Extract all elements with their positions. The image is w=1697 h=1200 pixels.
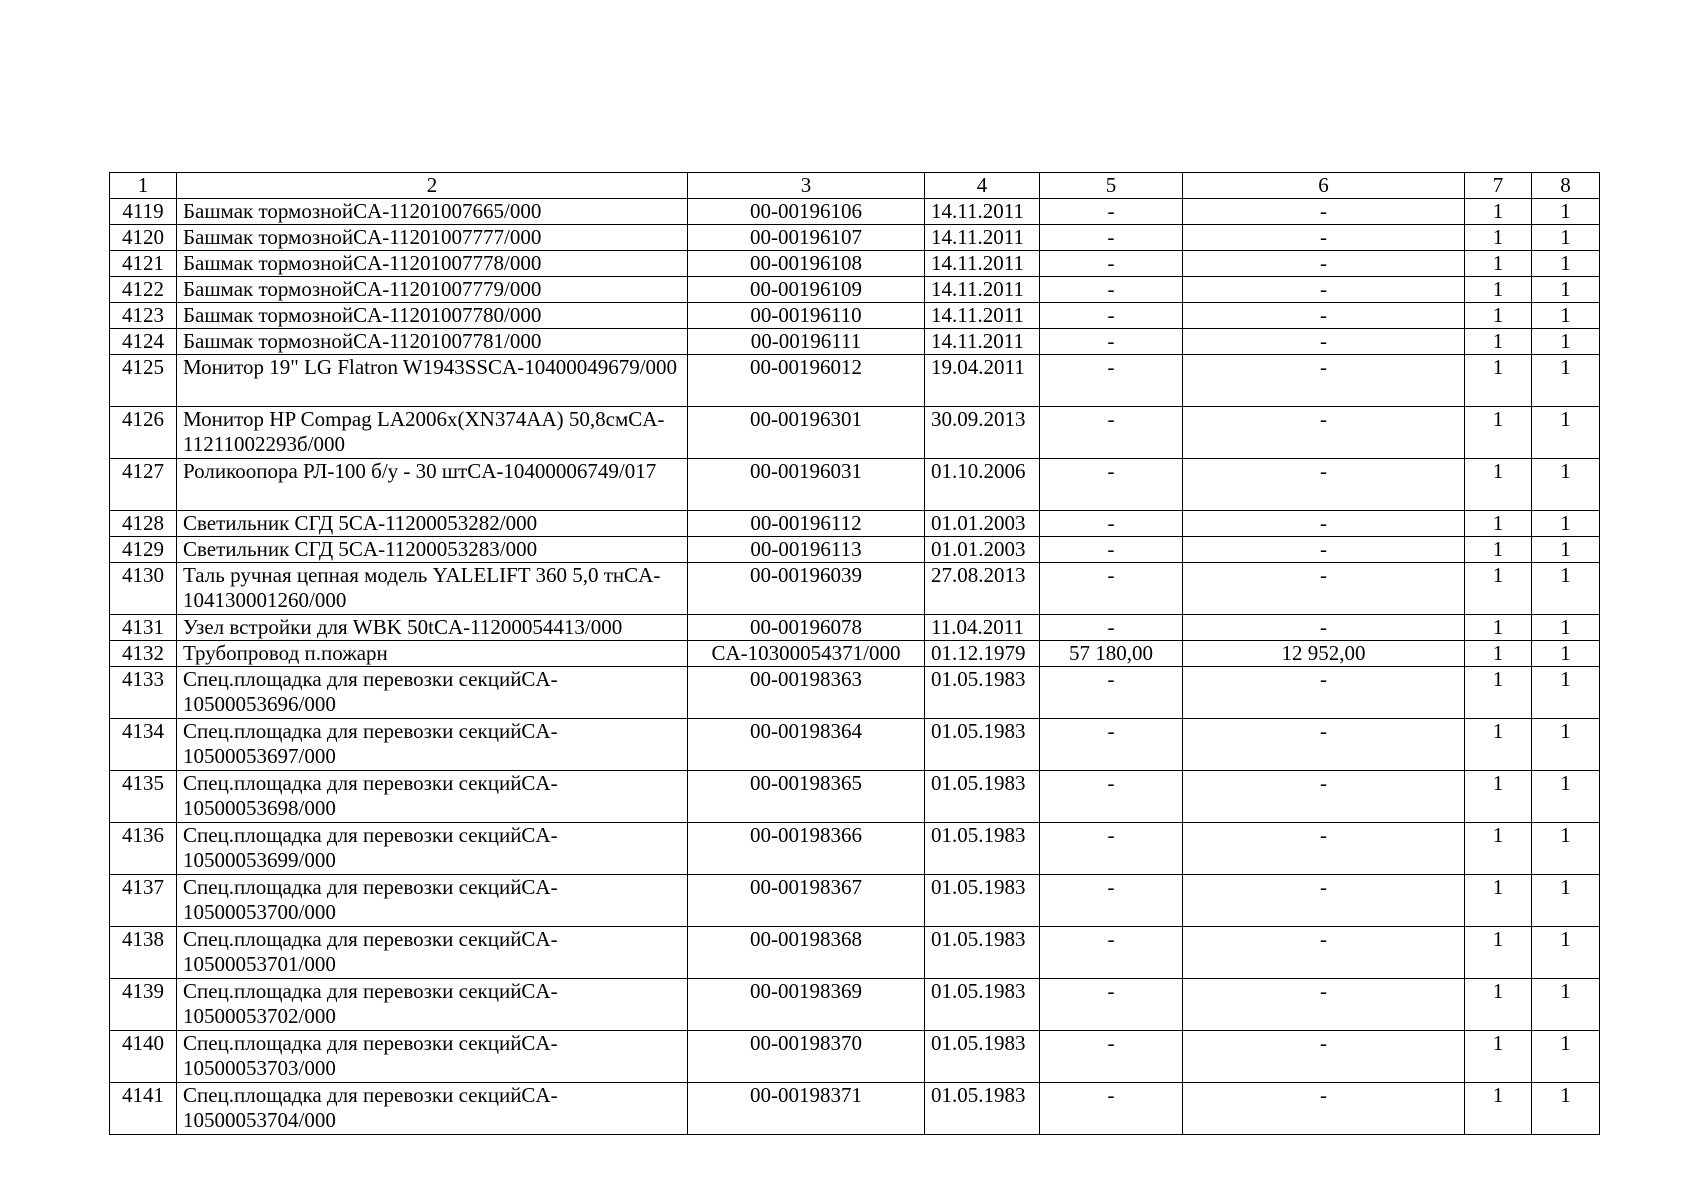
value-col-6: - [1183,615,1465,641]
value-col-5: - [1040,277,1183,303]
value-col-5: - [1040,719,1183,771]
row-number: 4130 [110,563,177,615]
qty-col-8: 1 [1532,251,1600,277]
table-row [110,459,1600,511]
date-cell: 14.11.2011 [925,251,1040,277]
qty-col-8: 1 [1532,459,1600,511]
table-header [110,173,1600,199]
qty-col-8: 1 [1532,927,1600,979]
date-cell: 01.05.1983 [925,979,1040,1031]
value-col-5: - [1040,511,1183,537]
value-col-6: - [1183,199,1465,225]
row-number: 4141 [110,1083,177,1135]
item-name: Спец.площадка для перевозки секцийCA-10500053698/000 [177,771,688,823]
header-cell-1: 1 [110,173,177,199]
date-cell: 19.04.2011 [925,355,1040,407]
inventory-code: 00-00198363 [688,667,925,719]
item-name: Спец.площадка для перевозки секцийCA-10500053701/000 [177,927,688,979]
row-number: 4120 [110,225,177,251]
value-col-5: - [1040,199,1183,225]
inventory-code: 00-00196113 [688,537,925,563]
item-name: Башмак тормознойCA-11201007665/000 [177,199,688,225]
date-cell: 01.05.1983 [925,771,1040,823]
date-cell: 01.05.1983 [925,823,1040,875]
qty-col-7: 1 [1465,277,1532,303]
value-col-6: - [1183,277,1465,303]
inventory-code: 00-00198367 [688,875,925,927]
table-row [110,563,1600,615]
qty-col-7: 1 [1465,1031,1532,1083]
value-col-6: - [1183,1083,1465,1135]
row-number: 4133 [110,667,177,719]
date-cell: 01.12.1979 [925,641,1040,667]
table-row [110,641,1600,667]
qty-col-7: 1 [1465,329,1532,355]
date-cell: 14.11.2011 [925,329,1040,355]
header-cell-2: 2 [177,173,688,199]
item-name: Спец.площадка для перевозки секцийCA-10500053704/000 [177,1083,688,1135]
inventory-code: 00-00196109 [688,277,925,303]
qty-col-8: 1 [1532,823,1600,875]
inventory-code: 00-00196108 [688,251,925,277]
inventory-code: 00-00196301 [688,407,925,459]
qty-col-8: 1 [1532,667,1600,719]
table-row [110,1083,1600,1135]
inventory-code: 00-00196012 [688,355,925,407]
value-col-6: - [1183,875,1465,927]
qty-col-7: 1 [1465,225,1532,251]
inventory-code: 00-00196031 [688,459,925,511]
inventory-code: 00-00198369 [688,979,925,1031]
value-col-5: - [1040,563,1183,615]
row-number: 4131 [110,615,177,641]
qty-col-8: 1 [1532,719,1600,771]
qty-col-7: 1 [1465,1083,1532,1135]
qty-col-7: 1 [1465,667,1532,719]
header-cell-7: 7 [1465,173,1532,199]
qty-col-8: 1 [1532,875,1600,927]
row-number: 4129 [110,537,177,563]
value-col-5: - [1040,225,1183,251]
qty-col-8: 1 [1532,277,1600,303]
value-col-5: - [1040,771,1183,823]
row-number: 4137 [110,875,177,927]
item-name: Башмак тормознойCA-11201007778/000 [177,251,688,277]
date-cell: 01.05.1983 [925,719,1040,771]
value-col-6: - [1183,823,1465,875]
item-name: Башмак тормознойCA-11201007780/000 [177,303,688,329]
value-col-5: - [1040,875,1183,927]
table-row [110,511,1600,537]
row-number: 4125 [110,355,177,407]
table-row [110,251,1600,277]
header-cell-4: 4 [925,173,1040,199]
row-number: 4134 [110,719,177,771]
qty-col-7: 1 [1465,459,1532,511]
qty-col-8: 1 [1532,355,1600,407]
table-row [110,199,1600,225]
qty-col-8: 1 [1532,225,1600,251]
inventory-code: 00-00198365 [688,771,925,823]
value-col-5: - [1040,407,1183,459]
value-col-5: - [1040,1031,1183,1083]
inventory-code: 00-00196110 [688,303,925,329]
table-row [110,225,1600,251]
row-number: 4122 [110,277,177,303]
inventory-code: 00-00198370 [688,1031,925,1083]
row-number: 4136 [110,823,177,875]
item-name: Спец.площадка для перевозки секцийCA-10500053700/000 [177,875,688,927]
value-col-6: - [1183,927,1465,979]
qty-col-8: 1 [1532,979,1600,1031]
inventory-code: 00-00198364 [688,719,925,771]
date-cell: 27.08.2013 [925,563,1040,615]
date-cell: 14.11.2011 [925,199,1040,225]
qty-col-7: 1 [1465,979,1532,1031]
inventory-code: 00-00196111 [688,329,925,355]
date-cell: 01.10.2006 [925,459,1040,511]
qty-col-8: 1 [1532,511,1600,537]
qty-col-7: 1 [1465,641,1532,667]
value-col-5: - [1040,537,1183,563]
value-col-5: - [1040,329,1183,355]
date-cell: 01.05.1983 [925,667,1040,719]
qty-col-7: 1 [1465,199,1532,225]
date-cell: 01.05.1983 [925,1031,1040,1083]
inventory-code: 00-00196106 [688,199,925,225]
value-col-5: - [1040,979,1183,1031]
value-col-5: - [1040,1083,1183,1135]
row-number: 4127 [110,459,177,511]
row-number: 4138 [110,927,177,979]
qty-col-7: 1 [1465,615,1532,641]
item-name: Спец.площадка для перевозки секцийCA-10500053697/000 [177,719,688,771]
date-cell: 01.01.2003 [925,511,1040,537]
qty-col-7: 1 [1465,771,1532,823]
header-row [110,173,1600,199]
date-cell: 14.11.2011 [925,225,1040,251]
qty-col-8: 1 [1532,615,1600,641]
date-cell: 01.01.2003 [925,537,1040,563]
value-col-5: 57 180,00 [1040,641,1183,667]
qty-col-8: 1 [1532,771,1600,823]
value-col-6: - [1183,771,1465,823]
inventory-code: 00-00198366 [688,823,925,875]
item-name: Монитор 19" LG Flatron W1943SSCA-10400049679/000 [177,355,688,407]
value-col-5: - [1040,355,1183,407]
qty-col-7: 1 [1465,407,1532,459]
qty-col-7: 1 [1465,537,1532,563]
table-row [110,355,1600,407]
row-number: 4139 [110,979,177,1031]
value-col-5: - [1040,615,1183,641]
value-col-6: - [1183,511,1465,537]
qty-col-7: 1 [1465,563,1532,615]
table-row [110,329,1600,355]
date-cell: 14.11.2011 [925,277,1040,303]
inventory-code: CA-10300054371/000 [688,641,925,667]
table-body [110,199,1600,1135]
value-col-6: - [1183,407,1465,459]
row-number: 4135 [110,771,177,823]
qty-col-8: 1 [1532,303,1600,329]
qty-col-7: 1 [1465,511,1532,537]
row-number: 4121 [110,251,177,277]
qty-col-7: 1 [1465,823,1532,875]
row-number: 4132 [110,641,177,667]
table-row [110,615,1600,641]
row-number: 4119 [110,199,177,225]
item-name: Башмак тормознойCA-11201007777/000 [177,225,688,251]
item-name: Светильник СГД 5CA-11200053283/000 [177,537,688,563]
date-cell: 01.05.1983 [925,927,1040,979]
value-col-6: - [1183,225,1465,251]
table-row [110,667,1600,719]
value-col-6: - [1183,355,1465,407]
item-name: Узел встройки для WBK 50tCA-11200054413/000 [177,615,688,641]
qty-col-8: 1 [1532,407,1600,459]
item-name: Башмак тормознойCA-11201007781/000 [177,329,688,355]
table-row [110,719,1600,771]
value-col-5: - [1040,251,1183,277]
header-cell-5: 5 [1040,173,1183,199]
value-col-6: - [1183,459,1465,511]
value-col-6: - [1183,329,1465,355]
value-col-5: - [1040,303,1183,329]
inventory-code: 00-00198368 [688,927,925,979]
header-cell-6: 6 [1183,173,1465,199]
qty-col-7: 1 [1465,251,1532,277]
item-name: Спец.площадка для перевозки секцийCA-10500053702/000 [177,979,688,1031]
item-name: Спец.площадка для перевозки секцийCA-10500053703/000 [177,1031,688,1083]
item-name: Трубопровод п.пожарн [177,641,688,667]
value-col-6: - [1183,537,1465,563]
item-name: Спец.площадка для перевозки секцийCA-10500053699/000 [177,823,688,875]
date-cell: 14.11.2011 [925,303,1040,329]
row-number: 4128 [110,511,177,537]
value-col-6: - [1183,1031,1465,1083]
item-name: Башмак тормознойCA-11201007779/000 [177,277,688,303]
qty-col-8: 1 [1532,1083,1600,1135]
date-cell: 11.04.2011 [925,615,1040,641]
item-name: Светильник СГД 5CA-11200053282/000 [177,511,688,537]
qty-col-8: 1 [1532,563,1600,615]
qty-col-7: 1 [1465,875,1532,927]
value-col-5: - [1040,667,1183,719]
qty-col-8: 1 [1532,329,1600,355]
inventory-code: 00-00198371 [688,1083,925,1135]
table-row [110,1031,1600,1083]
inventory-code: 00-00196107 [688,225,925,251]
qty-col-8: 1 [1532,537,1600,563]
item-name: Монитор HP Compag LA2006x(XN374AA) 50,8смCA-11211002293б/000 [177,407,688,459]
qty-col-8: 1 [1532,641,1600,667]
item-name: Таль ручная цепная модель YALELIFT 360 5,0 тнCA-104130001260/000 [177,563,688,615]
qty-col-7: 1 [1465,303,1532,329]
item-name: Роликоопора РЛ-100 б/у - 30 штCA-10400006749/017 [177,459,688,511]
value-col-6: - [1183,303,1465,329]
inventory-code: 00-00196112 [688,511,925,537]
value-col-5: - [1040,927,1183,979]
row-number: 4124 [110,329,177,355]
table-row [110,407,1600,459]
date-cell: 01.05.1983 [925,875,1040,927]
value-col-5: - [1040,459,1183,511]
value-col-5: - [1040,823,1183,875]
value-col-6: - [1183,667,1465,719]
qty-col-7: 1 [1465,927,1532,979]
inventory-code: 00-00196039 [688,563,925,615]
qty-col-8: 1 [1532,1031,1600,1083]
value-col-6: 12 952,00 [1183,641,1465,667]
value-col-6: - [1183,251,1465,277]
row-number: 4126 [110,407,177,459]
table-row [110,823,1600,875]
table-row [110,927,1600,979]
table-row [110,303,1600,329]
qty-col-8: 1 [1532,199,1600,225]
header-cell-8: 8 [1532,173,1600,199]
qty-col-7: 1 [1465,355,1532,407]
row-number: 4140 [110,1031,177,1083]
date-cell: 01.05.1983 [925,1083,1040,1135]
table-row [110,277,1600,303]
item-name: Спец.площадка для перевозки секцийCA-10500053696/000 [177,667,688,719]
date-cell: 30.09.2013 [925,407,1040,459]
value-col-6: - [1183,719,1465,771]
qty-col-7: 1 [1465,719,1532,771]
table-row [110,979,1600,1031]
table-row [110,537,1600,563]
inventory-code: 00-00196078 [688,615,925,641]
inventory-table [109,172,1600,1135]
value-col-6: - [1183,563,1465,615]
header-cell-3: 3 [688,173,925,199]
table-row [110,875,1600,927]
value-col-6: - [1183,979,1465,1031]
row-number: 4123 [110,303,177,329]
table-row [110,771,1600,823]
